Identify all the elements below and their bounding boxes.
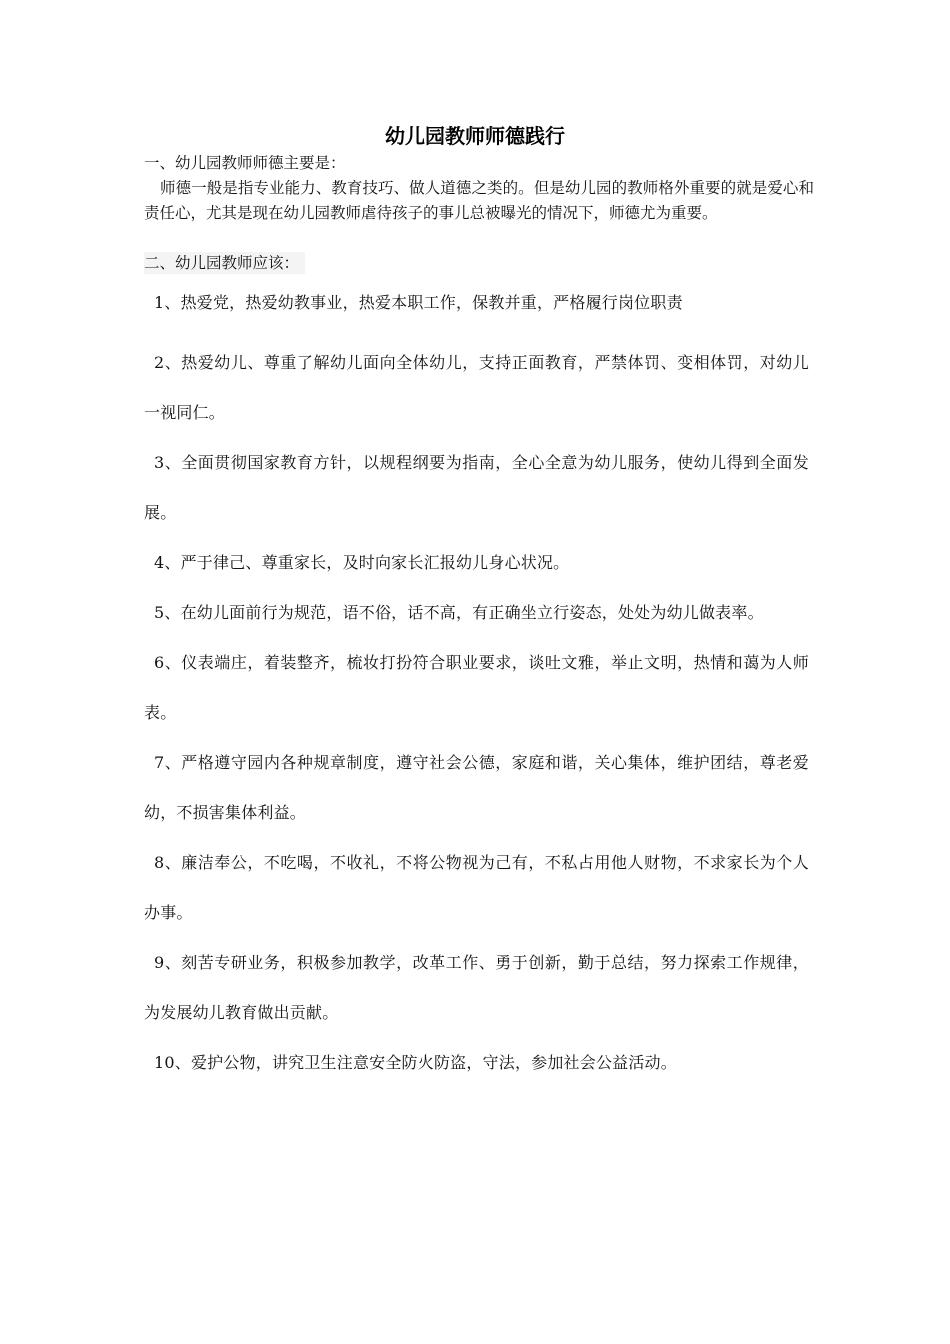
rule-item-10: 10、爱护公物，讲究卫生注意安全防火防盗，守法，参加社会公益活动。 (154, 1053, 677, 1072)
section-heading-1: 一、幼儿园教师师德主要是： (144, 154, 346, 172)
rule-item-2: 2、热爱幼儿、尊重了解幼儿面向全体幼儿，支持正面教育，严禁体罚、变相体罚，对幼儿一视同仁。 (144, 353, 809, 422)
rule-item-6: 6、仪表端庄，着装整齐，梳妆打扮符合职业要求，谈吐文雅，举止文明，热情和蔼为人师表。 (144, 653, 809, 722)
rule-item-7: 7、严格遵守园内各种规章制度，遵守社会公德，家庭和谐，关心集体，维护团结，尊老爱幼，不损害集体利益。 (144, 753, 809, 822)
rule-item-3: 3、全面贯彻国家教育方针，以规程纲要为指南，全心全意为幼儿服务，使幼儿得到全面发展。 (144, 453, 809, 522)
intro-paragraph: 师德一般是指专业能力、教育技巧、做人道德之类的。但是幼儿园的教师格外重要的就是爱心和责任心，尤其是现在幼儿园教师虐待孩子的事儿总被曝光的情况下，师德尤为重要。 (144, 179, 814, 222)
rule-item-9: 9、刻苦专研业务，积极参加教学，改革工作、勇于创新，勤于总结，努力探索工作规律，为发展幼儿教育做出贡献。 (144, 953, 809, 1022)
rule-item-4: 4、严于律己、尊重家长，及时向家长汇报幼儿身心状况。 (154, 553, 570, 572)
document-title: 幼儿园教师师德践行 (385, 124, 565, 148)
rule-item-5: 5、在幼儿面前行为规范，语不俗，话不高，有正确坐立行姿态，处处为幼儿做表率。 (154, 603, 764, 622)
section-heading-2: 二、幼儿园教师应该： (144, 252, 305, 274)
rule-item-1: 1、热爱党，热爱幼教事业，热爱本职工作，保教并重，严格履行岗位职责 (154, 293, 683, 312)
rule-item-8: 8、廉洁奉公，不吃喝，不收礼，不将公物视为己有，不私占用他人财物，不求家长为个人办事。 (144, 853, 809, 922)
rules-list (144, 288, 809, 1088)
